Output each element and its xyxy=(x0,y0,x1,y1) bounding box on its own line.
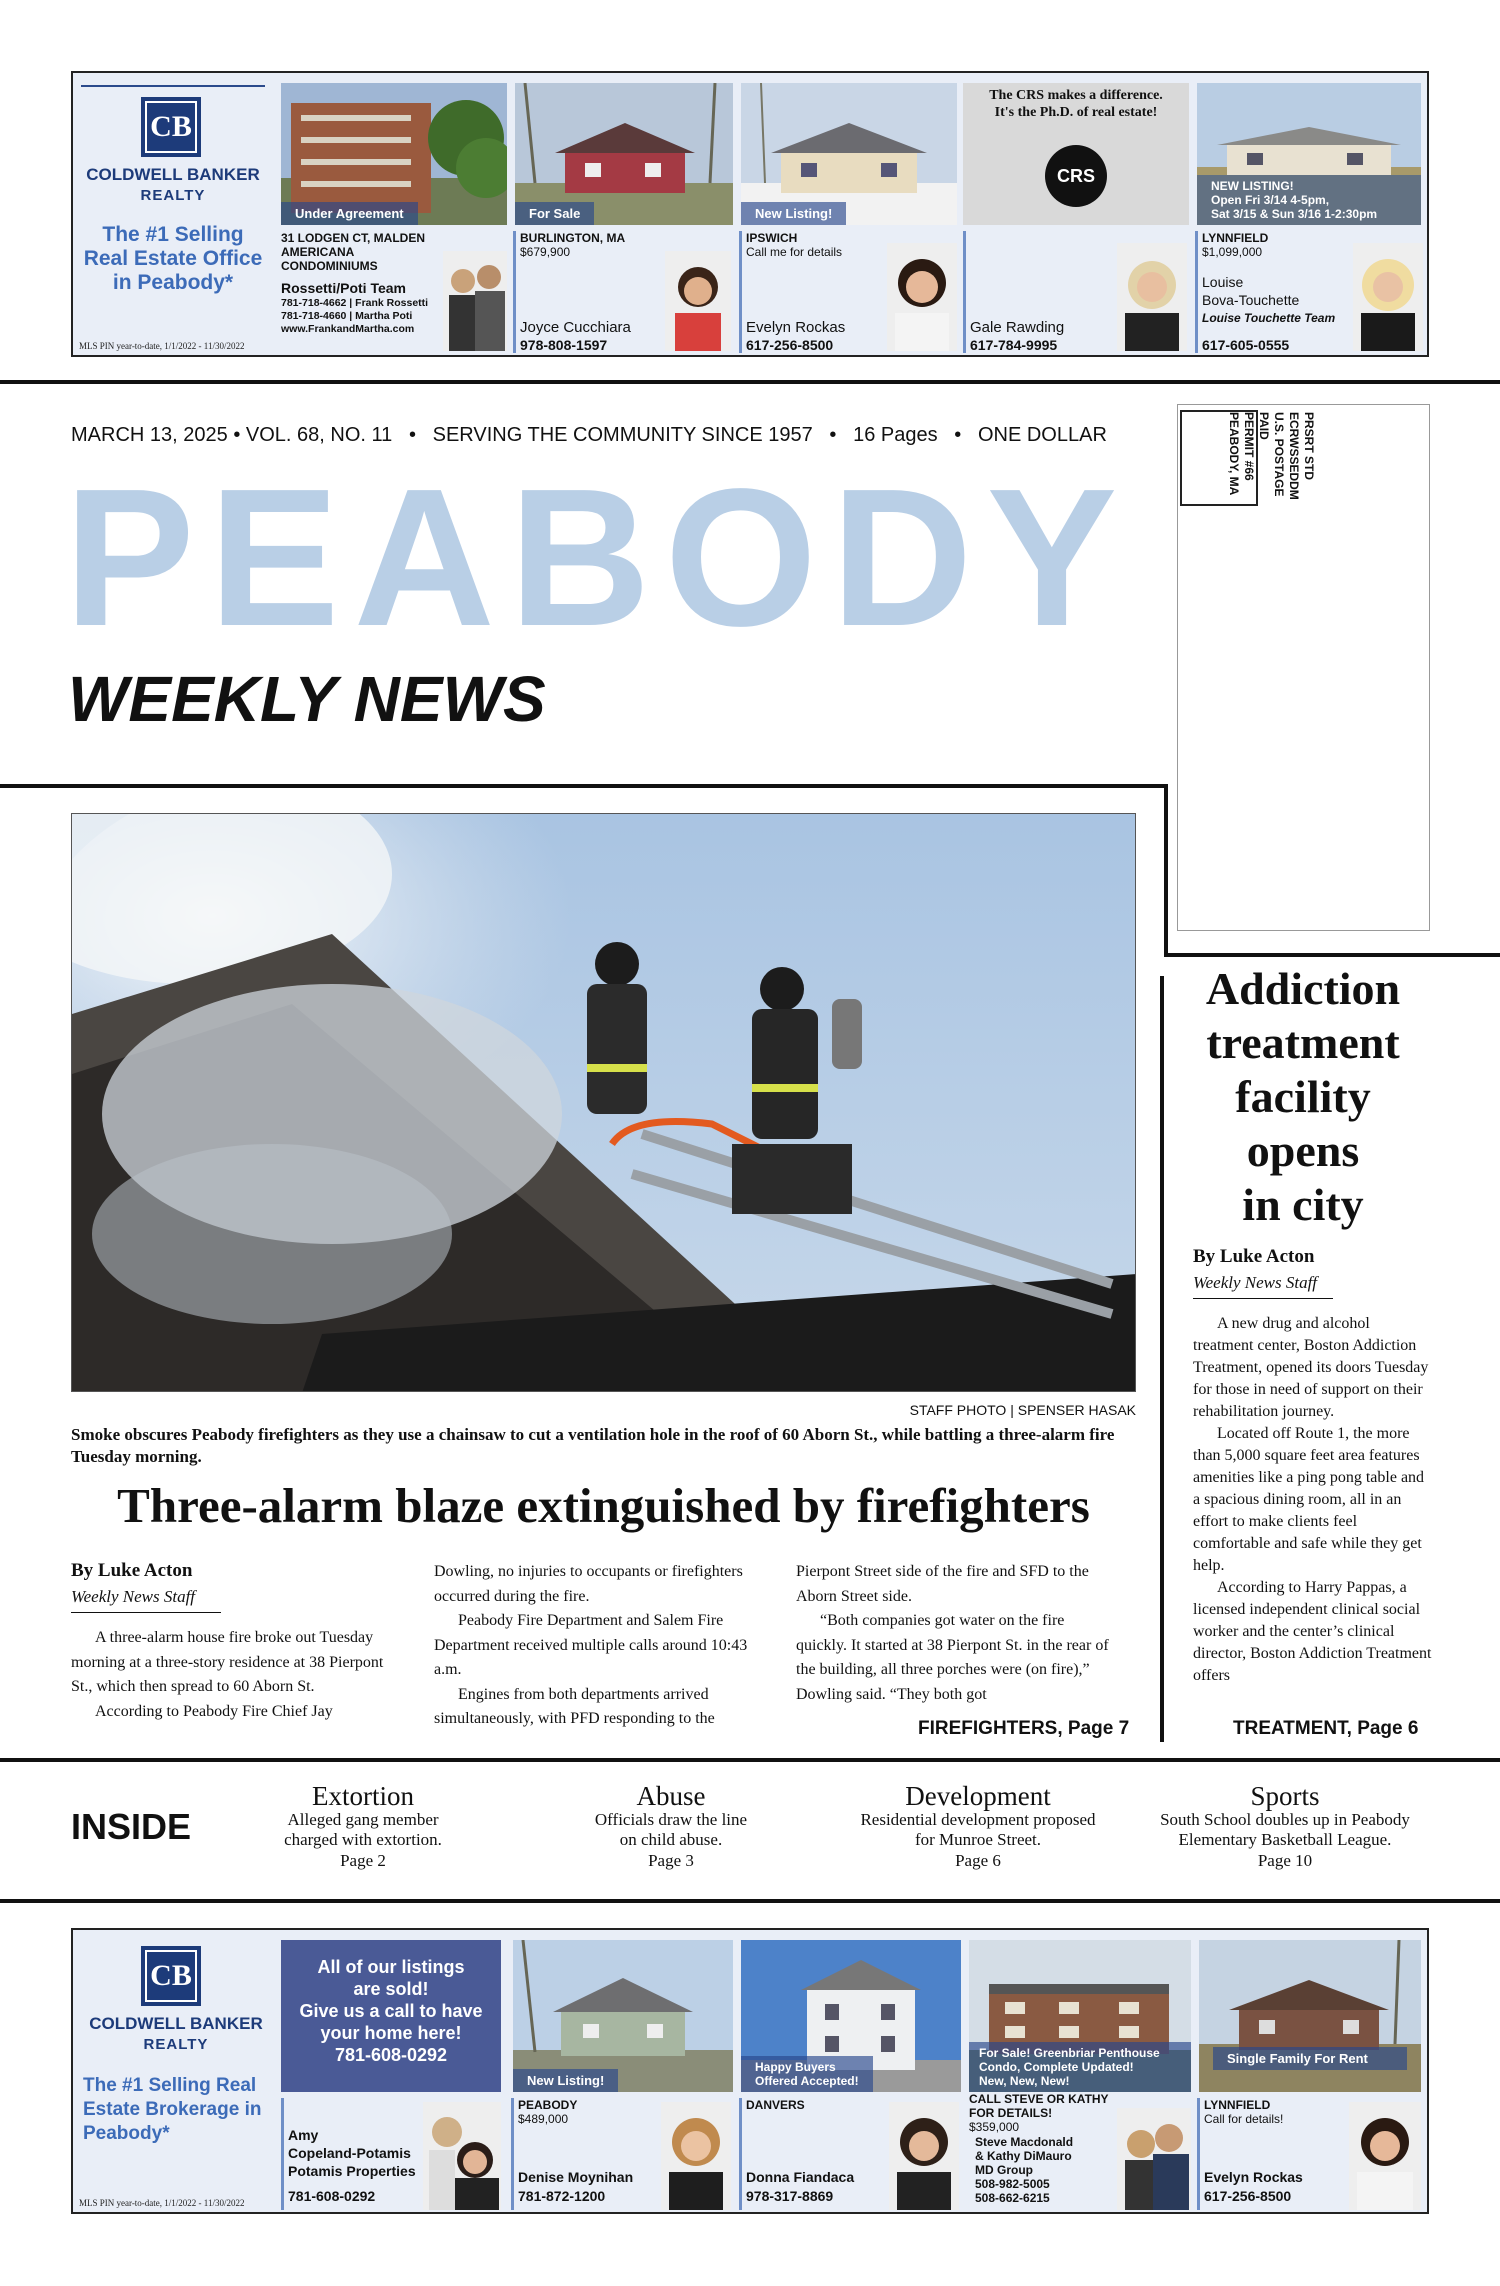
listing-photo-lynnfield xyxy=(1197,83,1421,225)
coldwell-banker-logo: CB xyxy=(141,1946,201,2006)
photo-credit: STAFF PHOTO | SPENSER HASAK xyxy=(909,1402,1136,1418)
listing-photo-malden xyxy=(281,83,507,225)
masthead-rule-top xyxy=(0,380,1500,384)
listing-tag: New Listing! xyxy=(741,202,846,225)
agent-headshot xyxy=(1353,243,1423,351)
inside-rule-top xyxy=(0,1758,1500,1762)
coldwell-banker-logo: CB xyxy=(141,97,201,157)
listing-info-crs: Gale Rawding 617-784-9995 xyxy=(963,231,1189,353)
photo-caption: Smoke obscures Peabody firefighters as they use a chainsaw to cut a ventilation hole in the roof of 60 Aborn St., while battling a three-alarm fire Tuesday morning. xyxy=(71,1425,1115,1466)
story-rule-top xyxy=(0,784,1168,788)
coldwell-banker-brand xyxy=(73,73,273,355)
agent-headshot xyxy=(1349,2102,1421,2210)
main-story-photo xyxy=(71,813,1136,1392)
inside-rule-bottom xyxy=(0,1899,1500,1903)
listing-photo-danvers xyxy=(741,1940,961,2092)
inside-item-sports[interactable]: Sports South School doubles up in Peabody Elementary Basketball League. Page 10 xyxy=(1160,1781,1410,1870)
side-headline: Addiction treatment facility opens in city xyxy=(1205,963,1401,1230)
mls-disclaimer: MLS PIN year-to-date, 1/1/2022 - 11/30/2022 xyxy=(79,2198,245,2208)
brand-realty: REALTY xyxy=(143,2036,209,2053)
brand-name: COLDWELL BANKER xyxy=(89,2014,263,2033)
agent-headshot xyxy=(1117,243,1187,351)
main-column-2: Dowling, no injuries to occupants or firefighters occurred during the fire. Peabody Fire Department and Salem Fire Department received multiple calls around 10:43 a.m. Engines from both departments arrived simultaneously, with PFD responding to the xyxy=(434,1563,748,1727)
main-jump-line[interactable]: FIREFIGHTERS, Page 7 xyxy=(918,1718,1130,1739)
agent-headshot xyxy=(661,2102,731,2210)
bottom-ad-banner xyxy=(71,1928,1429,2214)
side-rule-vertical xyxy=(1160,976,1164,1742)
top-ad-banner xyxy=(71,71,1429,357)
mls-disclaimer: MLS PIN year-to-date, 1/1/2022 - 11/30/2022 xyxy=(79,341,245,351)
listing-tag: NEW LISTING! Open Fri 3/14 4-5pm, Sat 3/15 & Sun 3/16 1-2:30pm xyxy=(1197,175,1421,225)
inside-item-abuse[interactable]: Abuse Officials draw the line on child abuse. Page 3 xyxy=(594,1781,748,1870)
listing-photo-lynnfield-rent xyxy=(1199,1940,1421,2092)
brand-realty: REALTY xyxy=(140,187,206,204)
brand-tagline: The #1 Selling Real Estate Office in Peabody* xyxy=(83,223,263,294)
listing-info-burlington: BURLINGTON, MA $679,900 Joyce Cucchiara 978-808-1597 xyxy=(513,231,733,353)
agent-headshot xyxy=(665,251,731,351)
side-staff-line: Weekly News Staff xyxy=(1193,1273,1318,1292)
listing-photo-burlington xyxy=(515,83,733,225)
dateline: MARCH 13, 2025 • VOL. 68, NO. 11 • SERVING THE COMMUNITY SINCE 1957 • 16 Pages • ONE DOLLAR xyxy=(71,424,1107,446)
listing-photo-ipswich xyxy=(741,83,957,225)
brand-tagline: The #1 Selling Real Estate Brokerage in Peabody* xyxy=(83,2075,262,2144)
byline-rule xyxy=(71,1612,221,1613)
main-staff-line: Weekly News Staff xyxy=(71,1587,196,1606)
listing-info-peabody: PEABODY $489,000 Denise Moynihan 781-872-1200 xyxy=(511,2098,733,2210)
firefighters-photo-illustration xyxy=(72,814,1136,1392)
crs-ad: The CRS makes a difference. It's the Ph.D. of real estate! CRS xyxy=(963,83,1189,225)
newspaper-title: PEABODY xyxy=(64,448,1132,667)
sold-callout: All of our listings are sold! Give us a call to have your home here! 781-608-0292 xyxy=(281,1940,501,2092)
listing-tag: For Sale xyxy=(515,202,594,225)
listing-info-ipswich: IPSWICH Call me for details Evelyn Rockas 617-256-8500 xyxy=(739,231,957,353)
coldwell-banker-brand xyxy=(73,1930,279,2212)
inside-label: INSIDE xyxy=(71,1806,192,1847)
agent-headshot xyxy=(889,2102,959,2210)
story-rule-vertical xyxy=(1164,784,1168,956)
listing-info-amy: Amy Copeland-Potamis Potamis Properties 781-608-0292 xyxy=(281,2098,501,2210)
side-byline-rule xyxy=(1193,1298,1333,1299)
agent-headshot xyxy=(423,2102,501,2210)
listing-info-malden: 31 LODGEN CT, MALDEN AMERICANA CONDOMINIUMS Rossetti/Poti Team 781-718-4662 | Frank Rossetti 781-718-4660 | Martha Poti www.FrankandMartha.com xyxy=(281,231,429,335)
main-column-3: Pierpont Street side of the fire and SFD to the Aborn Street side. “Both companies got water on the fire quickly. It started at 38 Pierpont St. in the rear of the building, all three porches were (on fire),” Dowling said. “They both got xyxy=(796,1563,1109,1703)
listing-photo-greenbriar xyxy=(969,1940,1191,2092)
listing-info-greenbriar: CALL STEVE OR KATHY FOR DETAILS! $359,000 Steve Macdonald & Kathy DiMauro MD Group 508-982-5005 508-662-6215 xyxy=(969,2092,1109,2205)
listing-tag: Under Agreement xyxy=(281,202,418,225)
crs-logo: CRS xyxy=(1045,145,1107,207)
agent-headshot xyxy=(1117,2108,1191,2210)
side-jump-line[interactable]: TREATMENT, Page 6 xyxy=(1233,1718,1419,1739)
newspaper-subtitle: WEEKLY NEWS xyxy=(68,663,546,735)
listing-info-danvers: DANVERS Donna Fiandaca 978-317-8869 xyxy=(739,2098,961,2210)
side-rule-top xyxy=(1164,953,1500,957)
listing-info-lynnfield-rent: LYNNFIELD Call for details! Evelyn Rockas 617-256-8500 xyxy=(1197,2098,1421,2210)
listing-tag: For Sale! Greenbriar Penthouse Condo, Complete Updated! New, New, New! xyxy=(969,2042,1191,2092)
listing-tag: Single Family For Rent xyxy=(1213,2047,1407,2070)
main-column-1: A three-alarm house fire broke out Tuesday morning at a three-story residence at 38 Pierpont St., which then spread to 60 Aborn St. According to Peabody Fire Chief Jay xyxy=(71,1629,384,1720)
main-byline: By Luke Acton xyxy=(71,1560,193,1581)
listing-info-lynnfield: LYNNFIELD $1,099,000 Louise Bova-Touchette Louise Touchette Team 617-605-0555 xyxy=(1195,231,1421,353)
postage-permit-text: PRSRT STD ECRWSSEDDM U.S. POSTAGE PAID PERMIT #66 PEABODY, MA xyxy=(1227,412,1316,500)
inside-item-extortion[interactable]: Extortion Alleged gang member charged with extortion. Page 2 xyxy=(284,1781,442,1870)
side-byline: By Luke Acton xyxy=(1193,1246,1315,1267)
inside-item-development[interactable]: Development Residential development proposed for Munroe Street. Page 6 xyxy=(860,1781,1096,1870)
brand-name: COLDWELL BANKER xyxy=(86,165,260,184)
listing-tag: New Listing! xyxy=(513,2069,618,2092)
agent-headshot xyxy=(443,251,507,351)
listing-photo-peabody xyxy=(513,1940,733,2092)
side-story-body: A new drug and alcohol treatment center, Boston Addiction Treatment, opened its doors Tuesday for those in need of support on their rehabilitation journey. Located off Route 1, the more than 5,000 square feet area features amenities like a ping pong table and a spacious dining room, all in an effort to make clients feel comfortable and safe while they get help. According to Harry Pappas, a licensed independent clinical social worker and the center’s clinical director, Boston Addiction Treatment offers xyxy=(1193,1315,1432,1684)
agent-headshot xyxy=(887,243,957,351)
listing-tag: Happy Buyers Offered Accepted! xyxy=(741,2056,873,2092)
main-headline: Three-alarm blaze extinguished by firefighters xyxy=(117,1478,1090,1533)
